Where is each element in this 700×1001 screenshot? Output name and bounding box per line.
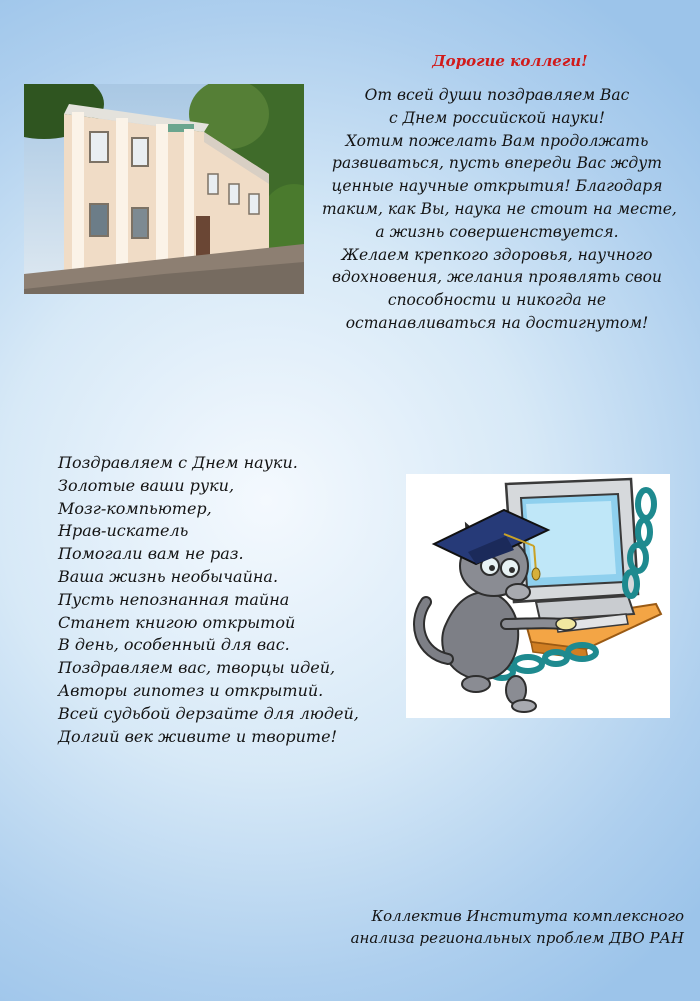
poem-line: Поздравляем с Днем науки. [58, 453, 298, 472]
greeting-line: вдохновения, желания проявлять свои [332, 268, 662, 287]
signature-line: анализа региональных проблем ДВО РАН [350, 929, 684, 947]
greeting-line: а жизнь совершенствуется. [375, 222, 619, 241]
signature-line: Коллектив Института комплексного [371, 907, 684, 925]
greeting-line: От всей души поздравляем Вас [364, 86, 630, 104]
greeting-line: способности и никогда не [387, 291, 607, 310]
greeting-title: Дорогие коллеги! [432, 52, 588, 70]
greeting-line: развиваться, пусть впереди Вас ждут [332, 154, 662, 173]
greeting-line: Желаем крепкого здоровья, научного [341, 245, 653, 264]
poem-line: Всей судьбой дерзайте для людей, [58, 703, 359, 723]
signature [351, 905, 684, 949]
poem-line: Помогали вам не раз. [58, 544, 244, 564]
poem-line: Мозг-компьютер, [58, 498, 212, 518]
greeting-line: Хотим пожелать Вам продолжать [345, 131, 649, 150]
poem-line: Нрав-искатель [58, 521, 189, 541]
greeting-text [322, 84, 677, 335]
poem-line: Ваша жизнь необычайна. [58, 566, 279, 586]
greeting-line: останавливаться на достигнутом! [345, 313, 649, 332]
poem-line: Долгий век живите и творите! [58, 726, 337, 746]
cat-computer-illustration [406, 474, 670, 718]
poem-line: Пусть непознанная тайна [58, 589, 290, 609]
greeting-line: таким, как Вы, наука не стоит на месте, [322, 199, 677, 218]
building-photo [24, 84, 304, 294]
poem-line: Поздравляем вас, творцы идей, [58, 658, 336, 678]
poem-line: В день, особенный для вас. [58, 635, 290, 655]
greeting-line: ценные научные открытия! Благодаря [331, 177, 663, 196]
greeting-line: с Днем российской науки! [388, 108, 606, 127]
poem-line: Авторы гипотез и открытий. [58, 680, 324, 700]
poem-line: Золотые ваши руки, [58, 475, 235, 495]
poem-line: Станет книгою открытой [58, 612, 296, 632]
poem [58, 452, 359, 748]
